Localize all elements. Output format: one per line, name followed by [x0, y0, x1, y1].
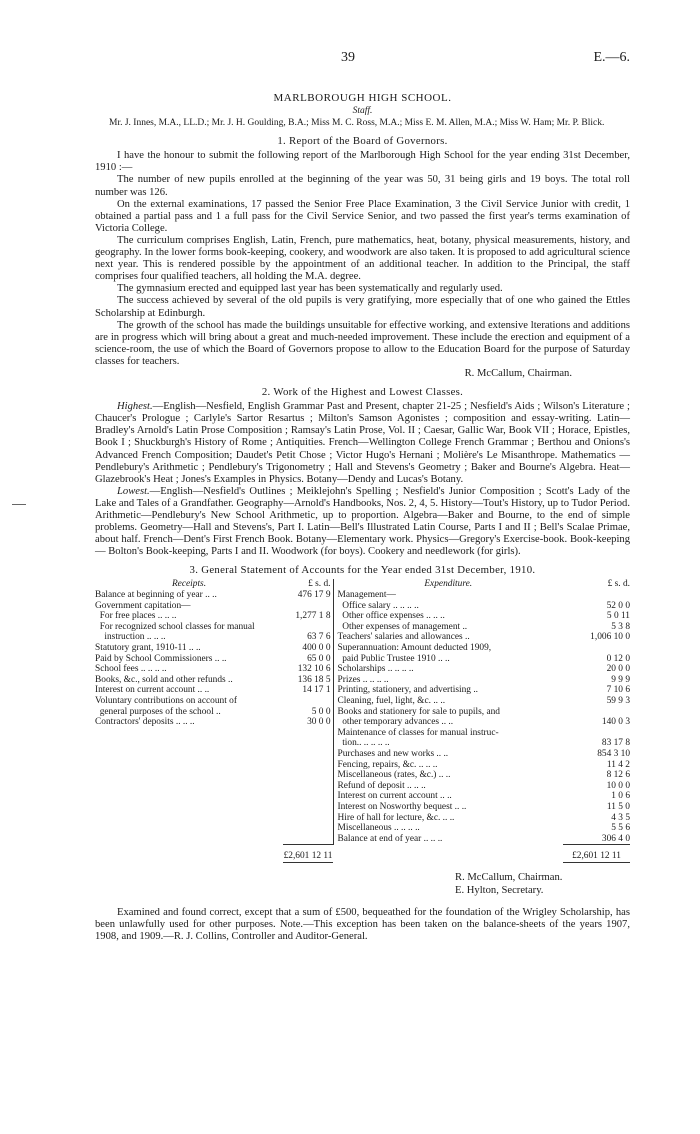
expenditure-amount: 140 0 3: [601, 717, 630, 728]
paragraph: The curriculum comprises English, Latin, French, pure mathematics, heat, botany, physical measurements, history, and geography. In the lower forms book-keeping, cookery, and woodwork are also taken. It is proposed to add agricultural science next year. This is rendered possible by the appointment of an additional teacher. In addition to the Principal, the staff comprises four qualified teachers, all holding the M.A. degree.: [95, 234, 630, 283]
receipt-item: [95, 760, 283, 771]
expenditure-item: Interest on current account .. ..: [337, 791, 452, 802]
section-1-heading: 1. Report of the Board of Governors.: [277, 135, 448, 148]
expenditure-amount: 11 4 2: [606, 759, 630, 770]
receipt-item: Government capitation—: [95, 600, 191, 611]
expenditure-item: Management—: [337, 590, 396, 601]
receipt-amount: 132 10 6: [283, 664, 333, 675]
receipt-item: Books, &c., sold and other refunds ..: [95, 674, 233, 685]
receipt-amount: 5 0 0: [283, 707, 333, 718]
expenditure-item: Purchases and new works .. ..: [337, 748, 449, 759]
school-title: MARLBOROUGH HIGH SCHOOL.: [273, 92, 452, 104]
receipt-item: [95, 834, 283, 845]
account-row: [95, 664, 630, 675]
account-row: [95, 760, 630, 771]
account-row: [95, 611, 630, 622]
paragraph: The gymnasium erected and equipped last year has been systematically and regularly used.: [117, 283, 503, 295]
receipt-amount: 400 0 0: [283, 643, 333, 654]
receipt-amount: [283, 738, 333, 749]
expenditure-amount: 5 5 6: [611, 823, 630, 834]
receipt-item: [95, 813, 283, 824]
expenditure-amount: [563, 643, 630, 654]
expenditure-item: Superannuation: Amount deducted 1909,: [337, 643, 492, 654]
receipt-amount: [283, 802, 333, 813]
lowest-text: —English—Nesfield's Outlines ; Meiklejohn's Spelling ; Nesfield's Junior Composition ; Scott's Lady of the Lake and Tales of a Grandfather. Geography—Arnold's Handbooks, Nos. 2, 4, 5. History—Tout's History, up to Tudor Period. Arithmetic—Pendlebury's New School Arithmetic, up to proportion. Algebra—Baker and Bourne, to the end of simple problems. Geometry—Hall and Stevens's, Part I. Latin—Bell's Illustrated Latin Course, Parts I and II ; Bell's Scalae Primae, about half. French—Dent's First French Book. Botany—Elementary work. Physics—Gregory's Exercise-book. Book-keeping — Bolton's Book-keeping, Parts I and II. Woodwork (for boys). Cookery and needlework (for girls).: [95, 485, 630, 558]
receipt-amount: [283, 728, 333, 739]
receipt-item: general purposes of the school ..: [95, 706, 221, 717]
expenditure-item: tion.. .. .. .. ..: [337, 738, 390, 749]
expenditure-amount: 854 3 10: [597, 748, 630, 759]
expenditure-item: Other office expenses .. .. ..: [337, 611, 445, 622]
receipt-amount: 63 7 6: [283, 632, 333, 643]
expenditure-item: other temporary advances .. ..: [337, 717, 454, 728]
receipt-item: [95, 728, 283, 739]
receipt-item: Balance at beginning of year .. ..: [95, 590, 217, 601]
expenditure-item: Teachers' salaries and allowances ..: [337, 632, 470, 643]
expenditure-item: Scholarships .. .. .. ..: [337, 664, 414, 675]
expenditure-item: Miscellaneous (rates, &c.) .. ..: [337, 770, 451, 781]
document-reference: E.—6.: [593, 50, 630, 65]
total-expenditure: £2,601 12 11: [563, 845, 630, 863]
account-row: [95, 738, 630, 749]
account-row: [95, 632, 630, 643]
currency-header: £ s. d.: [283, 579, 333, 590]
receipts-heading: Receipts.: [171, 579, 207, 590]
account-row: [95, 696, 630, 707]
lowest-class-paragraph: [95, 486, 630, 559]
receipt-item: For recognized school classes for manual: [95, 621, 255, 632]
account-row: [95, 802, 630, 813]
receipt-amount: 65 0 0: [283, 654, 333, 665]
expenditure-amount: 1 0 6: [611, 791, 630, 802]
paragraph: The growth of the school has made the buildings unsuitable for effective working, and extensive lterations and additions are in progress which will bring about a great and much-needed improvement. These include the erection and equipment of a science-room, the use of which the Board of Governors propose to allow to the Education Board for the purpose of Saturday classes for teachers.: [95, 319, 630, 367]
receipt-amount: 136 18 5: [283, 675, 333, 686]
expenditure-item: Balance at end of year .. .. ..: [337, 833, 443, 844]
receipt-amount: [283, 791, 333, 802]
expenditure-item: Maintenance of classes for manual instruc-: [337, 727, 499, 738]
receipt-amount: 1,277 1 8: [283, 611, 333, 622]
lowest-label: Lowest.: [117, 485, 150, 497]
expenditure-item: Fencing, repairs, &c. .. .. ..: [337, 759, 438, 770]
receipt-amount: [283, 749, 333, 760]
expenditure-amount: 306 4 0: [601, 833, 630, 844]
receipt-amount: 476 17 9: [283, 590, 333, 601]
receipt-amount: [283, 781, 333, 792]
expenditure-amount: 20 0 0: [606, 664, 630, 675]
receipt-amount: [283, 760, 333, 771]
receipt-amount: [283, 834, 333, 845]
receipt-amount: [283, 601, 333, 612]
expenditure-amount: [563, 590, 630, 601]
paragraph: The number of new pupils enrolled at the beginning of the year was 50, 31 being girls and 19 boys. The total roll number was 126.: [95, 174, 630, 198]
expenditure-item: Prizes .. .. .. ..: [337, 674, 389, 685]
account-row: [95, 590, 630, 601]
expenditure-amount: 59 9 3: [606, 696, 630, 706]
receipt-item: instruction .. .. ..: [95, 632, 166, 643]
expenditure-amount: 0 12 0: [606, 653, 630, 664]
account-row: [95, 654, 630, 665]
section-1-signature: R. McCallum, Chairman.: [464, 367, 572, 379]
receipt-amount: [283, 813, 333, 824]
account-row: [95, 685, 630, 696]
receipt-item: Statutory grant, 1910-11 .. ..: [95, 643, 201, 654]
account-row: [95, 643, 630, 654]
account-row: [95, 675, 630, 686]
receipt-item: [95, 823, 283, 834]
expenditure-amount: 8 12 6: [606, 770, 630, 781]
highest-class-paragraph: [95, 401, 630, 486]
expenditure-amount: 4 3 5: [611, 812, 630, 823]
expenditure-amount: 7 10 6: [606, 685, 630, 696]
chairman-signature: R. McCallum, Chairman.: [455, 871, 563, 883]
account-row: [95, 622, 630, 633]
expenditure-amount: [563, 707, 630, 718]
account-row: [95, 601, 630, 612]
accounts-table: [95, 579, 630, 862]
expenditure-item: Books and stationery for sale to pupils, and: [337, 706, 500, 717]
expenditure-item: Cleaning, fuel, light, &c. .. ..: [337, 696, 446, 706]
paragraph: On the external examinations, 17 passed the Senior Free Place Examination, 3 the Civil Service Junior with credit, 1 obtained a partial pass and 1 a full pass for the Civil Service Senior, and two passed the first year's terms examination of Victoria College.: [95, 198, 630, 234]
total-receipts: £2,601 12 11: [283, 845, 333, 863]
account-row: [95, 728, 630, 739]
expenditure-amount: 9 9 9: [611, 674, 630, 685]
expenditure-item: Printing, stationery, and advertising ..: [337, 685, 479, 696]
receipt-item: [95, 770, 283, 781]
receipt-amount: 30 0 0: [283, 717, 333, 728]
receipt-item: [95, 791, 283, 802]
expenditure-amount: 5 3 8: [611, 621, 630, 632]
expenditure-heading: Expenditure.: [424, 579, 473, 590]
highest-label: Highest.: [117, 401, 153, 413]
staff-list: Mr. J. Innes, M.A., LL.D.; Mr. J. H. Goulding, B.A.; Miss M. C. Ross, M.A.; Miss E. M. Allen, M.A.; Miss W. Ham; Mr. P. Blick.: [109, 118, 605, 129]
accounts-header-row: [95, 579, 630, 590]
section-2-heading: 2. Work of the Highest and Lowest Classes.: [261, 386, 464, 399]
expenditure-amount: 11 5 0: [606, 801, 630, 812]
expenditure-item: Hire of hall for lecture, &c. .. ..: [337, 812, 455, 823]
document-page: [95, 50, 630, 943]
expenditure-amount: 1,006 10 0: [590, 632, 630, 643]
expenditure-amount: [563, 728, 630, 739]
account-row: [95, 781, 630, 792]
receipt-amount: 14 17 1: [283, 685, 333, 696]
receipt-amount: [283, 770, 333, 781]
secretary-signature: E. Hylton, Secretary.: [455, 884, 544, 896]
highest-text: —English—Nesfield, English Grammar Past and Present, chapter 21-25 ; Nesfield's Aids ; Wilson's Literature ; Chaucer's Prologue ; Carlyle's Sartor Resartus ; Milton's Samson Agonistes ; composition and essay-writing. Latin—Bradley's Arnold's Latin Prose Composition ; Ramsay's Latin Prose, Vol. II ; Caesar, Gallic War, Book VII ; Horace, Epistles, Book I ; Shuckburgh's History of Rome ; Antiquities. French—Wellington College French Grammar ; Berthou and Onions's Advanced French Composition; Daudet's Petit Chose ; Victor Hugo's Hernani ; Molière's Le Misanthrope. Mathematics — Pendlebury's Arithmetic ; Pendlebury's Trigonometry ; Hall and Stevens's Geometry ; Baker and Bourne's Algebra. Heat—Glazebrook's Heat ; Jones's Examples in Physics. Botany—Dendy and Lucas's Botany.: [95, 401, 630, 485]
account-row: [95, 813, 630, 824]
staff-heading: Staff.: [352, 106, 373, 117]
receipt-amount: [283, 823, 333, 834]
account-row: [95, 717, 630, 728]
receipt-item: [95, 738, 283, 749]
margin-mark: [12, 504, 26, 505]
currency-header: £ s. d.: [607, 579, 630, 590]
account-row: [95, 707, 630, 718]
account-row: [95, 823, 630, 834]
expenditure-item: Refund of deposit .. .. ..: [337, 780, 426, 791]
account-row: [95, 791, 630, 802]
receipt-item: Voluntary contributions on account of: [95, 696, 237, 706]
paragraph: The success achieved by several of the old pupils is very gratifying, more especially that of one who gained the Ettles Scholarship at Edinburgh.: [95, 295, 630, 319]
expenditure-item: Other expenses of management ..: [337, 621, 468, 632]
receipt-amount: [283, 696, 333, 707]
accounts-signatures: [455, 871, 630, 897]
account-row: [95, 749, 630, 760]
receipt-item: Contractors' deposits .. .. ..: [95, 717, 195, 728]
expenditure-amount: 83 17 8: [601, 738, 630, 749]
receipt-item: [95, 749, 283, 760]
receipt-item: [95, 781, 283, 792]
expenditure-item: Office salary .. .. .. ..: [337, 600, 419, 611]
expenditure-amount: 52 0 0: [606, 600, 630, 611]
receipt-item: School fees .. .. .. ..: [95, 664, 167, 675]
section-3-heading: 3. General Statement of Accounts for the Year ended 31st December, 1910.: [189, 564, 536, 577]
receipt-amount: [283, 622, 333, 633]
page-number: 39: [341, 50, 355, 65]
expenditure-amount: 5 0 11: [606, 611, 630, 622]
account-row: [95, 770, 630, 781]
auditor-note: Examined and found correct, except that a sum of £500, bequeathed for the foundation of the Wrigley Scholarship, has been unlawfully used for other purposes. Note.—This exception has been taken on the balance-sheets of the years 1907, 1908, and 1909.—R. J. Collins, Controller and Auditor-General.: [95, 906, 630, 943]
expenditure-item: Miscellaneous .. .. .. ..: [337, 823, 420, 834]
receipt-item: Interest on current account .. ..: [95, 685, 210, 696]
totals-row: [95, 845, 630, 863]
expenditure-item: Interest on Nosworthy bequest .. ..: [337, 801, 467, 812]
receipt-item: Paid by School Commissioners .. ..: [95, 653, 227, 664]
expenditure-item: paid Public Trustee 1910 .. ..: [337, 653, 450, 664]
expenditure-amount: 10 0 0: [606, 780, 630, 791]
page-header: [95, 52, 630, 70]
account-row: [95, 834, 630, 845]
receipt-item: For free places .. .. ..: [95, 611, 177, 622]
receipt-item: [95, 802, 283, 813]
paragraph: I have the honour to submit the following report of the Marlborough High School for the year ending 31st December, 1910 :—: [95, 150, 630, 174]
